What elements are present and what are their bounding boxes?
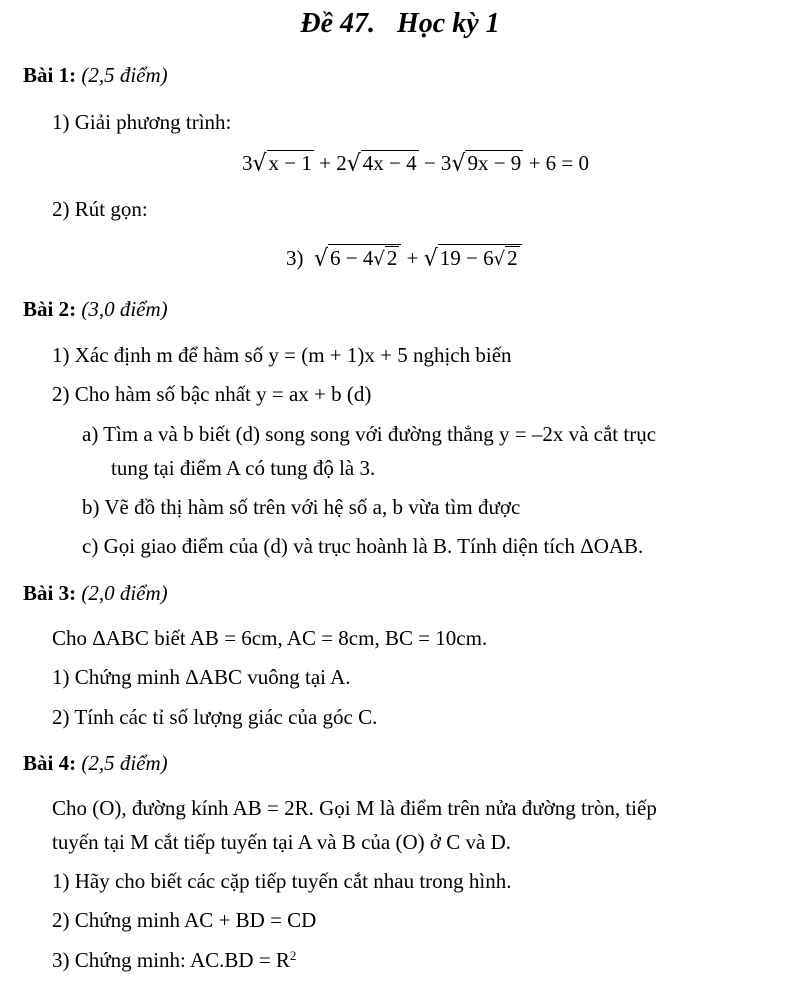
page-title [0, 8, 800, 40]
bai4-q1: 1) Hãy cho biết các cặp tiếp tuyến cắt nhau trong hình. [52, 869, 512, 893]
eq-coef-2: + 2 [319, 151, 347, 175]
bai2-qc: c) Gọi giao điểm của (d) và trục hoành là B. Tính diện tích ΔOAB. [82, 534, 644, 558]
bai1-label: Bài 1: [23, 63, 77, 87]
eq-tail: + 6 = 0 [528, 151, 589, 175]
sqrt-2: √4x − 4 [346, 150, 417, 177]
bai3-points: (2,0 điểm) [81, 581, 168, 605]
bai4-intro-line1: Cho (O), đường kính AB = 2R. Gọi M là điểm trên nửa đường tròn, tiếp [52, 796, 657, 820]
bai1-heading [23, 62, 168, 88]
inner-radicand-1: 2 [386, 246, 398, 270]
bai4-label: Bài 4: [23, 751, 77, 775]
eq-coef-3: − 3 [423, 151, 452, 175]
bai4-points: (2,5 điểm) [81, 751, 168, 775]
sqrt-inner-2: √2 [493, 246, 518, 271]
bai4-q3-text: 3) Chứng minh: AC.BD = R [52, 948, 290, 972]
outer-radicand-2: 19 − 6 [439, 246, 494, 270]
sqrt-outer-2: √19 − 6√2 [424, 244, 522, 271]
title-exam-number: Đề 47. [300, 8, 375, 39]
bai2-q2: 2) Cho hàm số bậc nhất y = ax + b (d) [52, 382, 372, 406]
outer-radicand-1: 6 − 4 [330, 246, 374, 270]
sqrt-3: √9x − 9 [451, 150, 522, 177]
bai2-heading [23, 296, 168, 322]
bai2-qa-line2: tung tại điểm A có tung độ là 3. [111, 456, 376, 480]
expr-label: 3) [286, 246, 304, 270]
bai2-qb: b) Vẽ đồ thị hàm số trên với hệ số a, b vừa tìm được [82, 495, 521, 519]
bai1-q1: 1) Giải phương trình: [52, 110, 232, 134]
bai3-label: Bài 3: [23, 581, 77, 605]
sqrt-inner-1: √2 [373, 246, 398, 271]
title-semester: Học kỳ 1 [397, 8, 500, 39]
bai3-q1: 1) Chứng minh ΔABC vuông tại A. [52, 665, 351, 689]
bai1-equation [242, 150, 589, 176]
sqrt-1: √x − 1 [252, 150, 312, 177]
radicand-3: 9x − 9 [467, 151, 522, 175]
bai3-intro: Cho ΔABC biết AB = 6cm, AC = 8cm, BC = 10cm. [52, 626, 488, 650]
bai4-q3 [52, 947, 296, 973]
bai2-q1: 1) Xác định m để hàm số y = (m + 1)x + 5 nghịch biến [52, 343, 512, 367]
bai1-points: (2,5 điểm) [81, 63, 168, 87]
bai4-intro-line2: tuyến tại M cắt tiếp tuyến tại A và B của (O) ở C và D. [52, 830, 511, 854]
bai2-qa-line1: a) Tìm a và b biết (d) song song với đường thẳng y = –2x và cắt trục [82, 422, 657, 446]
radicand-2: 4x − 4 [362, 151, 417, 175]
sqrt-outer-1: √6 − 4√2 [314, 244, 401, 271]
eq-coef-1: 3 [242, 151, 253, 175]
bai2-label: Bài 2: [23, 297, 77, 321]
bai1-q2: 2) Rút gọn: [52, 197, 148, 221]
radicand-1: x − 1 [268, 151, 312, 175]
bai4-q2: 2) Chứng minh AC + BD = CD [52, 908, 317, 932]
bai3-q2: 2) Tính các tỉ số lượng giác của góc C. [52, 705, 378, 729]
bai3-heading [23, 580, 168, 606]
bai4-q3-exponent: 2 [289, 948, 297, 963]
bai1-expression [286, 244, 522, 271]
bai2-points: (3,0 điểm) [81, 297, 168, 321]
expr-plus: + [406, 246, 419, 270]
bai4-heading [23, 750, 168, 776]
inner-radicand-2: 2 [507, 246, 518, 270]
